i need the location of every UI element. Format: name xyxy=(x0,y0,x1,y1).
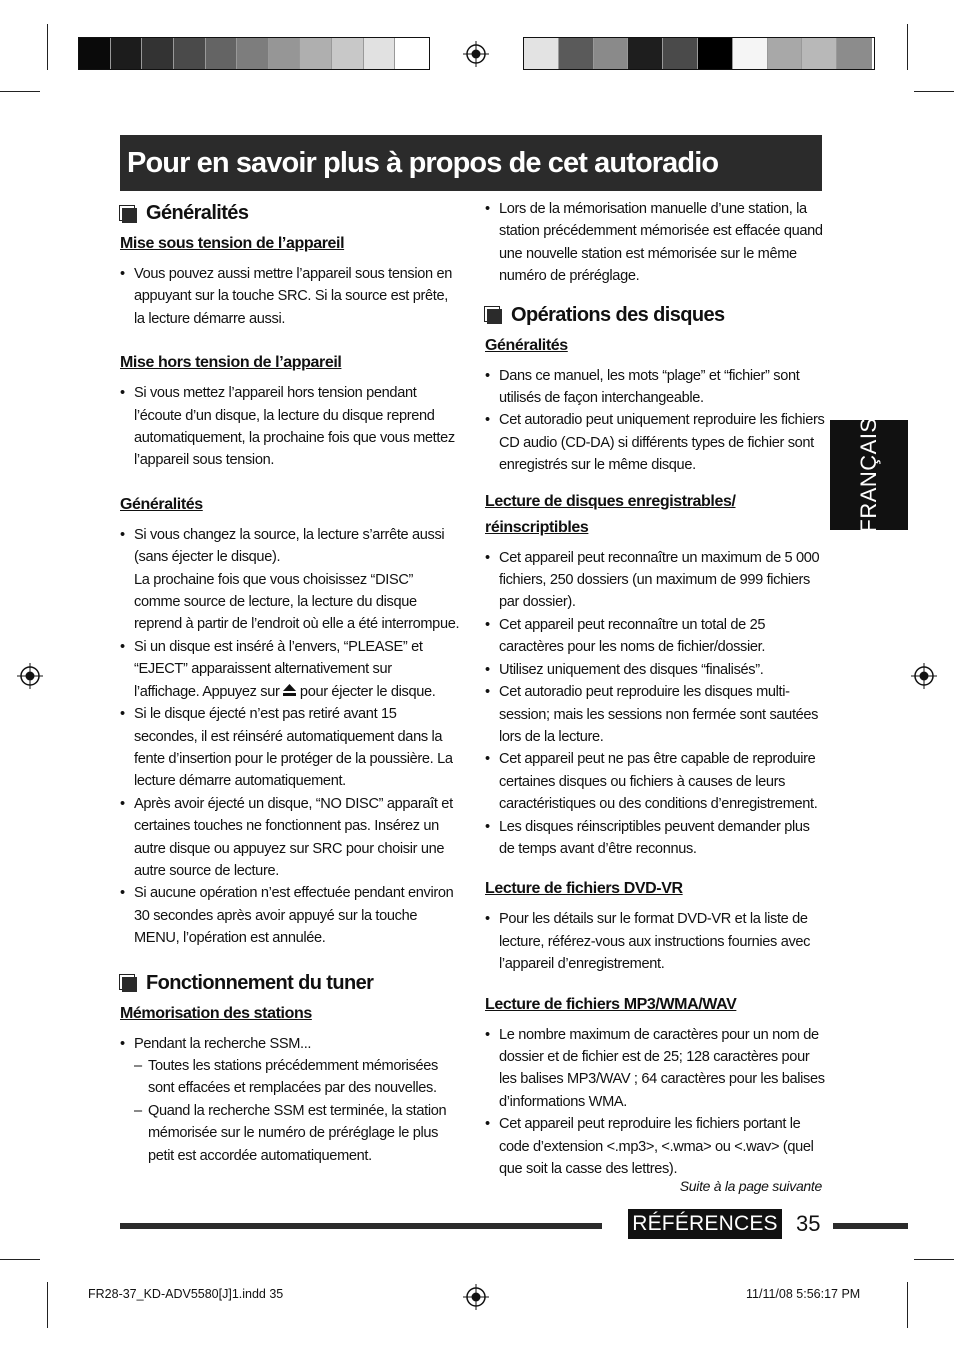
list-item-text: • Si vous changez la source, la lecture s’arrête aussi (sans éjecter le disque). xyxy=(134,526,445,566)
color-swatch xyxy=(768,38,803,69)
list-item: • Après avoir éjecté un disque, “NO DISC” apparaît et certaines touches ne fonctionnent pas. Insérez un autre disque ou appuyez sur SRC pour choisir une autre source de lecture. xyxy=(120,793,460,883)
color-swatch xyxy=(206,38,238,69)
subheading-mp3: Lecture de fichiers MP3/WMA/WAV xyxy=(485,995,737,1013)
list-item: • Cet appareil peut reconnaître un maximum de 5 000 fichiers, 250 dossiers (un maximum de 999 fichiers par dossier). xyxy=(485,547,825,614)
dash-item: – Quand la recherche SSM est terminée, la station mémorisée sur le numéro de préréglage le plus petit est accordée automatiquement. xyxy=(120,1100,460,1167)
list-item: • Cet appareil peut reconnaître un total de 25 caractères pour les noms de fichier/dossier. xyxy=(485,614,825,659)
list-dvdvr xyxy=(485,908,825,975)
section-header-tuner xyxy=(119,972,460,995)
title-banner xyxy=(120,135,822,191)
reference-rule-right xyxy=(833,1223,908,1229)
crop-mark xyxy=(47,24,48,70)
subheading-mise-hors-tension: Mise hors tension de l’appareil xyxy=(120,354,342,372)
crop-mark xyxy=(914,91,954,92)
list-memorisation xyxy=(120,1033,460,1055)
section-title: Généralités xyxy=(146,202,249,224)
footer-file-info: FR28-37_KD-ADV5580[J]1.indd 35 xyxy=(88,1287,284,1301)
color-bar-left xyxy=(78,37,430,70)
color-swatch xyxy=(698,38,733,69)
color-swatch xyxy=(837,38,872,69)
subheading-mise-sous-tension: Mise sous tension de l’appareil xyxy=(120,235,345,252)
color-swatch xyxy=(364,38,396,69)
right-column xyxy=(485,198,825,1180)
registration-mark-icon xyxy=(463,41,489,67)
subheading-memorisation: Mémorisation des stations xyxy=(120,1004,312,1022)
list-mp3 xyxy=(485,1024,825,1181)
list-item: • Si le disque éjecté n’est pas retiré avant 15 secondes, il est réinséré automatiquement dans la fente d’insertion pour le protéger de la poussière. La lecture démarre automatiquement. xyxy=(120,703,460,793)
section-header-generalites xyxy=(119,202,460,225)
list-item: • Utilisez uniquement des disques “finalisés”. xyxy=(485,659,825,681)
crop-mark xyxy=(907,1282,908,1328)
list-item: • Si aucune opération n’est effectuée pendant environ 30 secondes après avoir appuyé sur la touche MENU, l’opération est annulée. xyxy=(120,882,460,949)
section-square-icon xyxy=(119,205,137,223)
reference-rule-left xyxy=(120,1223,602,1229)
color-swatch xyxy=(142,38,174,69)
crop-mark xyxy=(0,1259,40,1260)
list-item: • Dans ce manuel, les mots “plage” et “fichier” sont utilisés de façon interchangeable. xyxy=(485,365,825,410)
dash-item: – Toutes les stations précédemment mémorisées sont effacées et remplacées par des nouvelles. xyxy=(120,1055,460,1100)
list-item: • Pour les détails sur le format DVD-VR et la liste de lecture, référez-vous aux instructions fournies avec l’appareil d’enregistrement. xyxy=(485,908,825,975)
subheading-line: réinscriptibles xyxy=(485,518,589,536)
list-mise-hors-tension xyxy=(120,382,460,472)
subheading-generalites: Généralités xyxy=(120,495,203,513)
list-item-text: pour éjecter le disque. xyxy=(299,683,436,700)
registration-mark-icon xyxy=(463,1284,489,1310)
list-mise-sous-tension xyxy=(120,263,460,330)
subheading-enregistrables xyxy=(485,489,825,541)
list-generalites xyxy=(120,524,460,950)
list-item: • Le nombre maximum de caractères pour un nom de dossier et de fichier est de 25; 128 caractères pour les balises MP3/WAV ; 64 caractères pour les balises d’informations WMA. xyxy=(485,1024,825,1114)
color-swatch xyxy=(628,38,663,69)
color-swatch xyxy=(524,38,559,69)
list-item xyxy=(120,524,460,636)
section-title: Opérations des disques xyxy=(511,303,725,326)
color-swatch xyxy=(300,38,332,69)
section-title: Fonctionnement du tuner xyxy=(146,971,374,994)
list-generalites-disques xyxy=(485,365,825,477)
section-header-disques xyxy=(484,304,825,327)
list-item: • Si vous mettez l’appareil hors tension pendant l’écoute d’un disque, la lecture du disque reprend automatiquement, la prochaine fois que vous mettez l’appareil sous tension. xyxy=(120,382,460,472)
language-tab xyxy=(830,417,908,533)
color-swatch xyxy=(802,38,837,69)
list-item: • Pendant la recherche SSM... xyxy=(120,1033,460,1055)
eject-icon xyxy=(283,684,296,696)
color-bar-right xyxy=(523,37,875,70)
list-enregistrables xyxy=(485,547,825,861)
list-item: • Cet appareil peut ne pas être capable de reproduire certaines disques ou fichiers à causes de leurs caractéristiques ou des conditions d’enregistrement. xyxy=(485,748,825,815)
list-item: • Les disques réinscriptibles peuvent demander plus de temps avant d’être reconnus. xyxy=(485,816,825,861)
list-item xyxy=(120,636,460,703)
list-item: • Lors de la mémorisation manuelle d’une station, la station précédemment mémorisée est effacée quand une nouvelle station est mémorisée sur le même numéro de préréglage. xyxy=(485,198,825,288)
subheading-line: Lecture de disques enregistrables/ xyxy=(485,492,736,510)
color-swatch xyxy=(269,38,301,69)
section-square-icon xyxy=(484,306,502,324)
subheading-dvdvr: Lecture de fichiers DVD-VR xyxy=(485,880,683,898)
registration-mark-icon xyxy=(911,663,937,689)
page-number: 35 xyxy=(796,1211,821,1236)
subheading-generalites-disques: Généralités xyxy=(485,336,568,354)
color-swatch xyxy=(395,38,427,69)
footer-date: 11/11/08 5:56:17 PM xyxy=(746,1287,861,1301)
color-swatch xyxy=(733,38,768,69)
list-item: • Cet autoradio peut reproduire les disques multi-session; mais les sessions non fermée sont sautées lors de la lecture. xyxy=(485,681,825,748)
color-swatch xyxy=(79,38,111,69)
list-top xyxy=(485,198,825,288)
list-item-text: La prochaine fois que vous choisissez “DISC” comme source de lecture, la lecture du disque reprend à partir de l’endroit où elle a été interrompue. xyxy=(134,571,460,633)
list-item: • Cet appareil peut reproduire les fichiers portant le code d’extension <.mp3>, <.wma> ou <.wav> (quel que soit la casse des lettres). xyxy=(485,1113,825,1180)
color-swatch xyxy=(237,38,269,69)
color-swatch xyxy=(663,38,698,69)
list-item: • Vous pouvez aussi mettre l’appareil sous tension en appuyant sur la touche SRC. Si la source est prête, la lecture démarre aussi. xyxy=(120,263,460,330)
language-tab-label: FRANÇAIS xyxy=(856,417,881,533)
color-swatch xyxy=(332,38,364,69)
color-swatch xyxy=(111,38,143,69)
page-title: Pour en savoir plus à propos de cet autoradio xyxy=(127,147,719,179)
section-label-box: RÉFÉRENCES xyxy=(628,1209,782,1239)
crop-mark xyxy=(47,1282,48,1328)
list-item-text: Si un disque est inséré à l’envers, “PLEASE” et “EJECT” apparaissent alternativement sur l’affichage. Appuyez sur xyxy=(134,638,423,700)
crop-mark xyxy=(914,1259,954,1260)
continue-note: Suite à la page suivante xyxy=(679,1178,822,1194)
dash-list-memorisation xyxy=(120,1055,460,1167)
color-swatch xyxy=(594,38,629,69)
registration-mark-icon xyxy=(17,663,43,689)
left-column xyxy=(120,196,460,1167)
crop-mark xyxy=(907,24,908,70)
color-swatch xyxy=(559,38,594,69)
section-square-icon xyxy=(119,974,137,992)
list-item: • Cet autoradio peut uniquement reproduire les fichiers CD audio (CD-DA) si différents types de fichier sont enregistrés sur le même disque. xyxy=(485,409,825,476)
crop-mark xyxy=(0,91,40,92)
color-swatch xyxy=(174,38,206,69)
